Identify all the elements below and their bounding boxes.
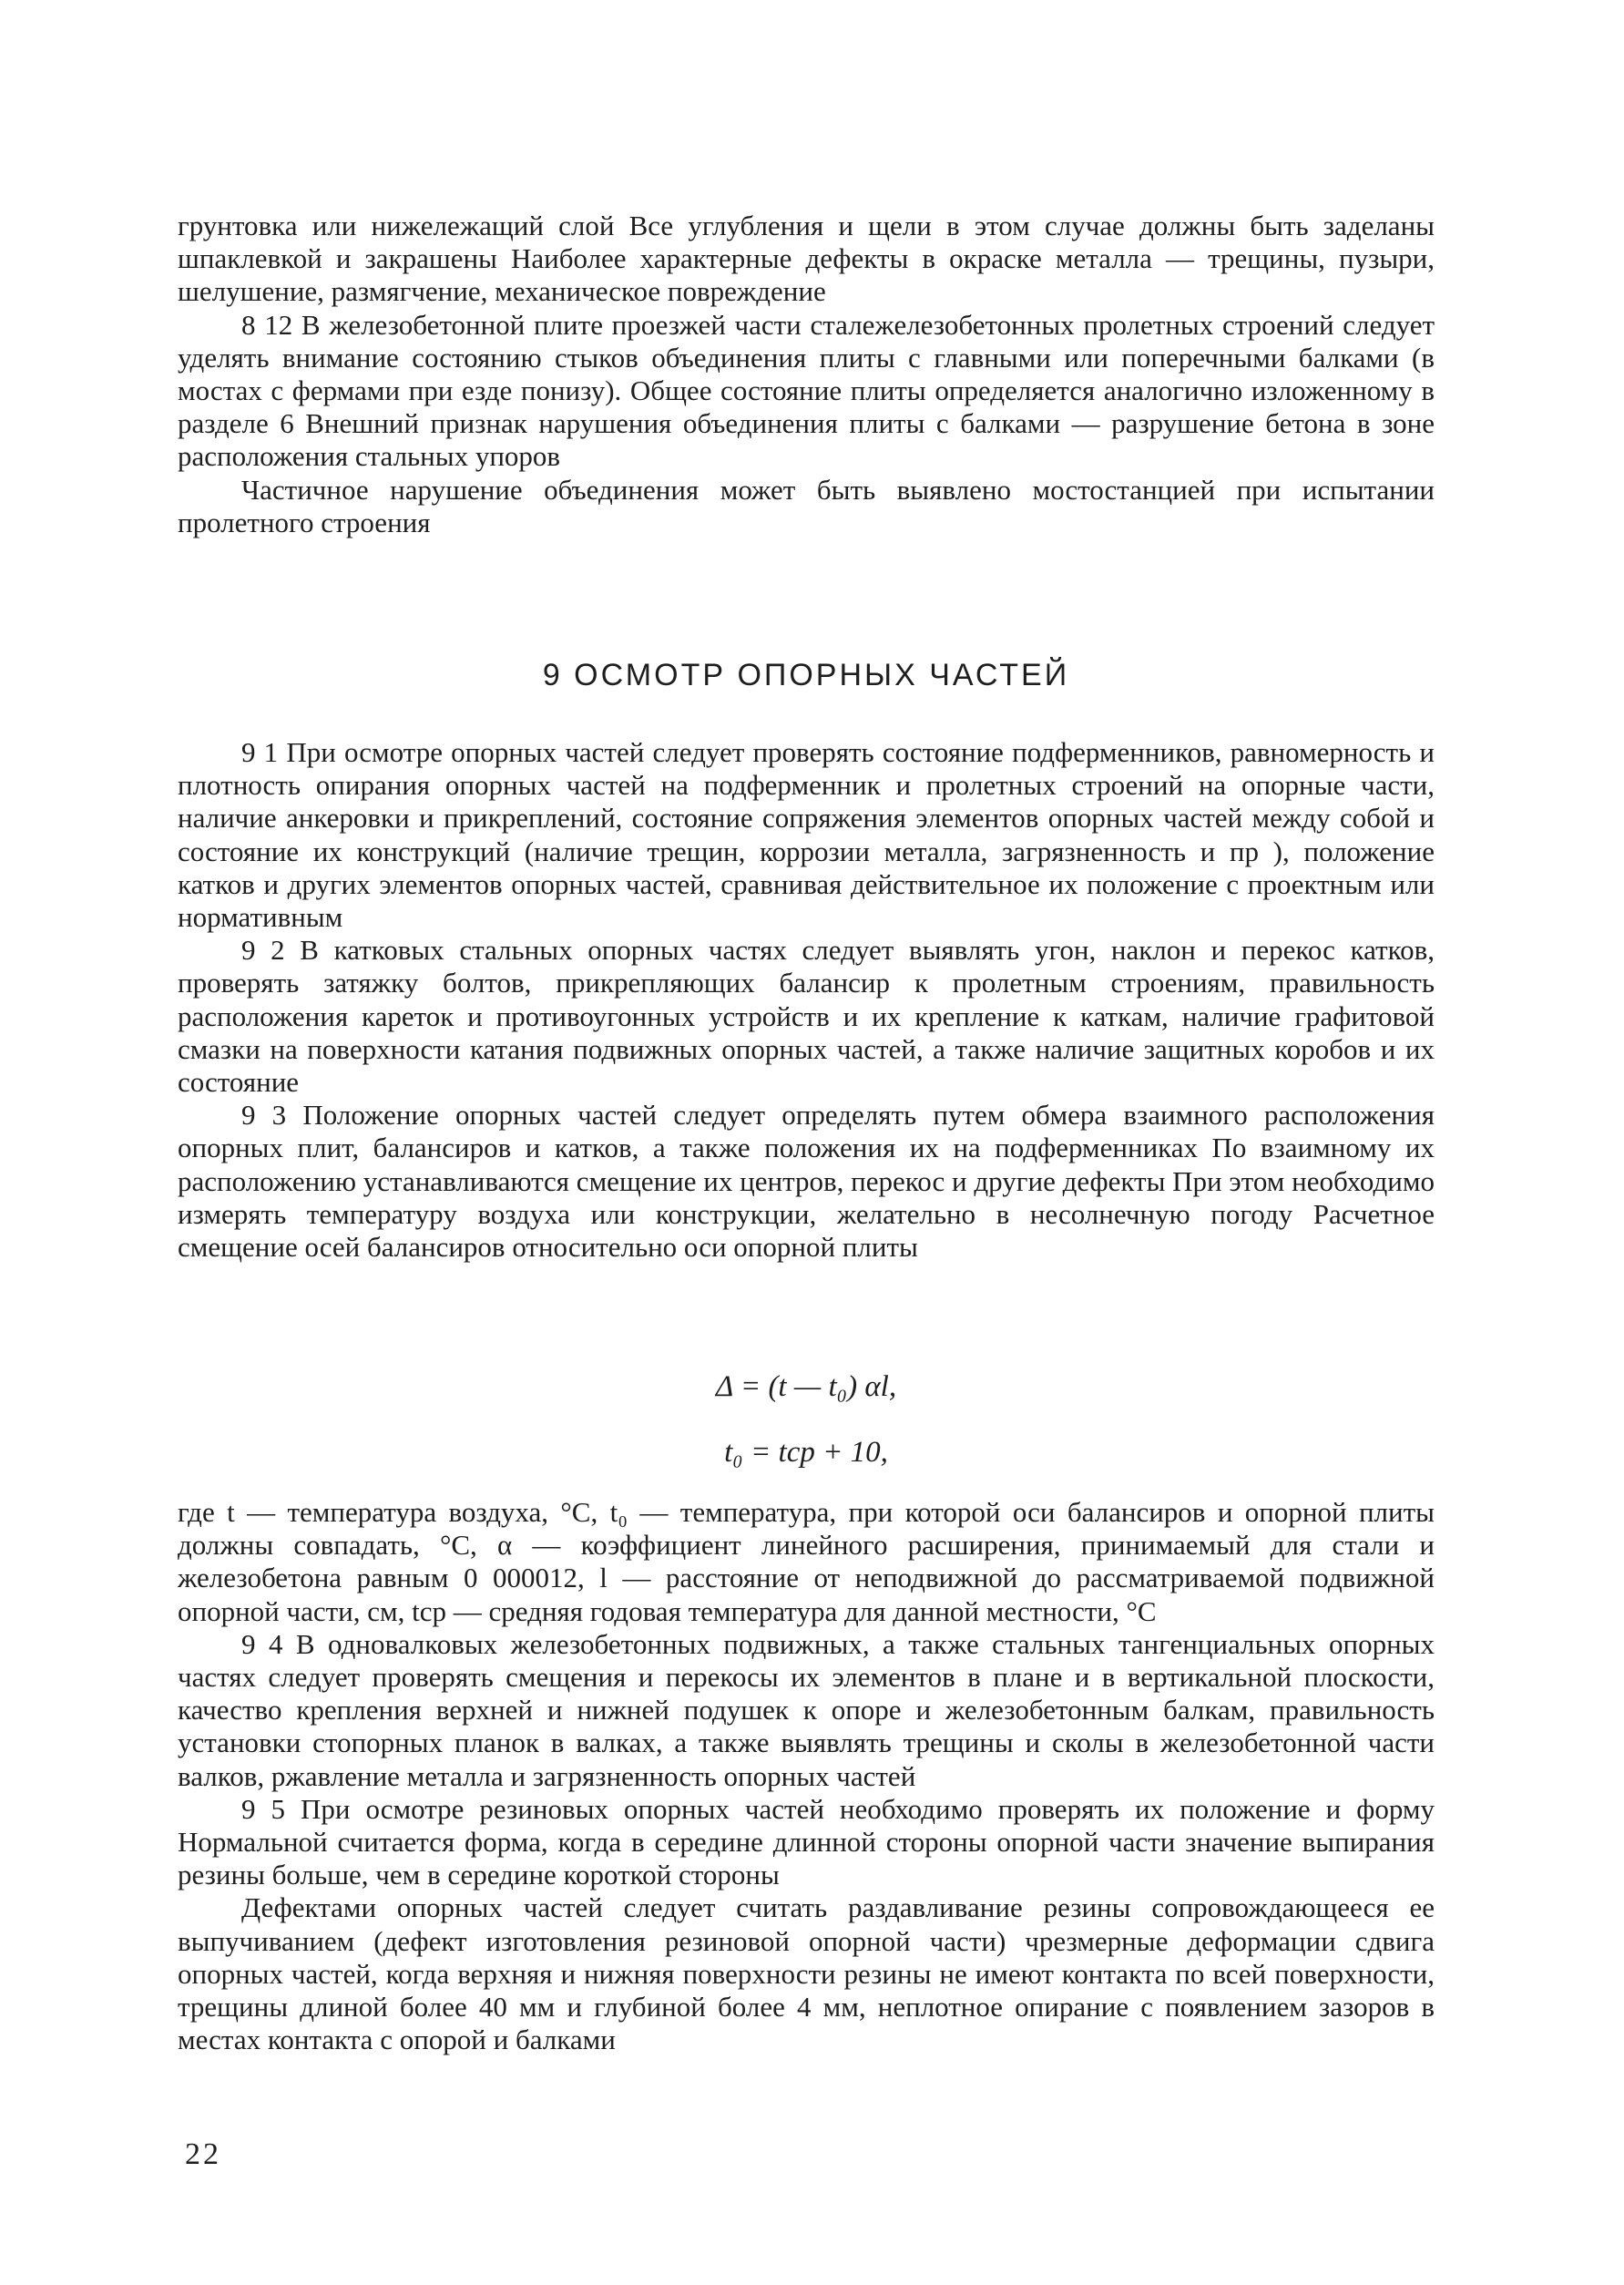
paragraph-9-2: 9 2 В катковых стальных опорных частях следует выявлять угон, наклон и перекос катков, проверять затяжку болтов, прикрепляющих балансир к пролетным строениям, правильность расположения кареток и противоугонных устройств и их крепление к каткам, наличие графитовой смазки на поверхности катания подвижных опорных частей, а также наличие защитных коробов и их состояние — [178, 934, 1435, 1099]
paragraph-9-3: 9 3 Положение опорных частей следует определять путем обмера взаимного расположения опорных плит, балансиров и катков, а также положения их на подферменниках По взаимному их расположению устанавливаются смещение их центров, перекос и другие дефекты При этом необходимо измерять температуру воздуха или конструкции, желательно в несолнечную погоду Расчетное смещение осей балансиров относительно оси опорной плиты — [178, 1099, 1435, 1264]
paragraph-painting-defects: грунтовка или нижележащий слой Все углубления и щели в этом случае должны быть заделаны шпаклевкой и закрашены Наиболее характерные дефекты в окраске металла — трещины, пузыри, шелушение, размягчение, механическое повреждение — [178, 210, 1435, 308]
formula-base-temperature: t₀ = tср + 10, — [724, 1436, 888, 1469]
definitions-text-block — [178, 1496, 1435, 2056]
paragraph-9-5: 9 5 При осмотре резиновых опорных частей необходимо проверять их положение и форму Нормальной считается форма, когда в середине длинной стороны опорной части значение выпирания резины больше, чем в середине короткой стороны — [178, 1792, 1435, 1891]
section-heading: 9 ОСМОТР ОПОРНЫХ ЧАСТЕЙ — [542, 658, 1070, 692]
paragraph-where-definitions: где t — температура воздуха, °С, t₀ — температура, при которой оси балансиров и опорной плиты должны совпадать, °С, α — коэффициент линейного расширения, принимаемый для стали и железобетона равным 0 000012, l — расстояние от неподвижной до рассматриваемой подвижной опорной части, см, tср — средняя годовая температура для данной местности, °С — [178, 1496, 1435, 1627]
paragraph-rubber-defects: Дефектами опорных частей следует считать раздавливание резины сопровождающееся ее выпучиванием (дефект изготовления резиновой опорной части) чрезмерные деформации сдвига опорных частей, когда верхняя и нижняя поверхности резины не имеют контакта по всей поверхности, трещины длиной более 40 мм и глубиной более 4 мм, неплотное опирание с появлением зазоров в местах контакта с опорой и балками — [178, 1891, 1435, 2056]
intro-text-block — [178, 210, 1435, 539]
page-number: 22 — [185, 2137, 221, 2171]
paragraph-9-4: 9 4 В одновалковых железобетонных подвижных, а также стальных тангенциальных опорных частях следует проверять смещения и перекосы их элементов в плане и в вертикальной плоскости, качество крепления верхней и нижней подушек к опоре и железобетонным балкам, правильность установки стопорных планок в валках, а также выявлять трещины и сколы в железобетонной части валков, ржавление металла и загрязненность опорных частей — [178, 1627, 1435, 1792]
formula-displacement: Δ = (t — t₀) αl, — [715, 1370, 897, 1403]
section-text-block — [178, 736, 1435, 1264]
paragraph-8-12: 8 12 В железобетонной плите проезжей части сталежелезобетонных пролетных строений следует уделять внимание состоянию стыков объединения плиты с главными или поперечными балками (в мостах с фермами при езде понизу). Общее состояние плиты определяется аналогично изложенному в разделе 6 Внешний признак нарушения объединения плиты с балками — разрушение бетона в зоне расположения стальных упоров — [178, 308, 1435, 473]
paragraph-partial-violation: Частичное нарушение объединения может быть выявлено мостостанцией при испытании пролетного строения — [178, 473, 1435, 538]
paragraph-9-1: 9 1 При осмотре опорных частей следует проверять состояние подферменников, равномерность и плотность опирания опорных частей на подферменник и пролетных строений на опорные части, наличие анкеровки и прикреплений, состояние сопряжения элементов опорных частей между собой и состояние их конструкций (наличие трещин, коррозии металла, загрязненность и пр ), положение катков и других элементов опорных частей, сравнивая действительное их положение с проектным или нормативным — [178, 736, 1435, 934]
